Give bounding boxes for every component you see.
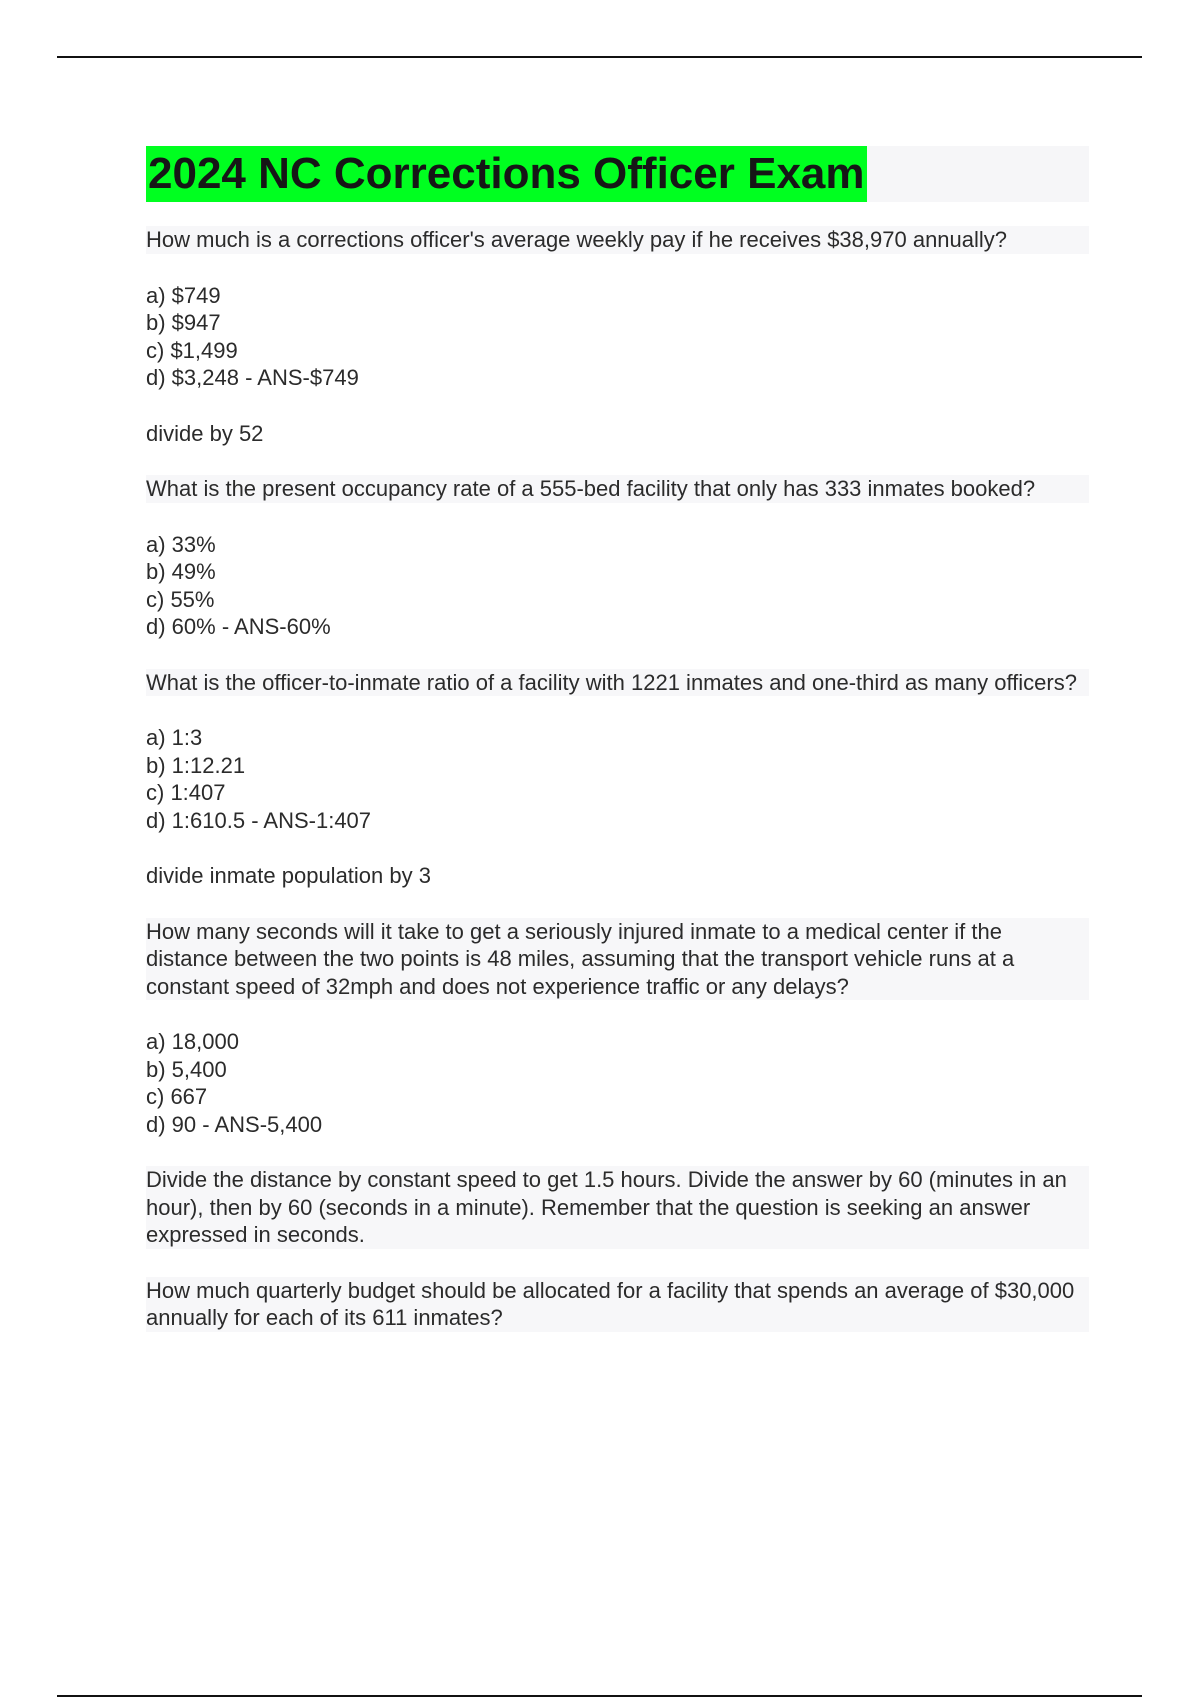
question-4-option-d: d) 90 - ANS-5,400 <box>146 1111 323 1137</box>
question-3-option-d-answer: d) 1:610.5 - ANS-1:407 <box>146 807 372 833</box>
question-2-option-b: b) 49% <box>146 559 216 584</box>
question-3-explanation: divide inmate population by 3 <box>146 863 431 888</box>
document-body <box>146 146 1089 1360</box>
question-1-options <box>146 282 1089 392</box>
question-3-text: What is the officer-to-inmate ratio of a facility with 1221 inmates and one-third as many officers? <box>146 669 1089 697</box>
question-1-explanation: divide by 52 <box>146 420 264 446</box>
question-1-option-c: c) $1,499 <box>146 337 238 363</box>
question-2-option-a: a) 33% <box>146 531 216 557</box>
footer-rule <box>57 1695 1142 1697</box>
question-3-options <box>146 724 1089 834</box>
question-4-explanation: Divide the distance by constant speed to get 1.5 hours. Divide the answer by 60 (minutes in an hour), then by 60 (seconds in a minute). Remember that the question is seeking an answer expressed in seconds. <box>146 1166 1089 1249</box>
question-4-option-a: a) 18,000 <box>146 1029 239 1054</box>
question-2-text: What is the present occupancy rate of a 555-bed facility that only has 333 inmates booked? <box>146 475 1089 503</box>
header-rule <box>57 56 1142 58</box>
question-4-option-b-answer: b) 5,400 <box>146 1056 227 1082</box>
question-3-option-c: c) 1:407 <box>146 780 226 805</box>
question-1-text: How much is a corrections officer's average weekly pay if he receives $38,970 annually? <box>146 226 1089 254</box>
question-5-text: How much quarterly budget should be allocated for a facility that spends an average of $30,000 annually for each of its 611 inmates? <box>146 1277 1089 1332</box>
question-3-option-a: a) 1:3 <box>146 725 203 750</box>
question-2-option-c: c) 55% <box>146 586 215 612</box>
question-1-option-b: b) $947 <box>146 310 221 335</box>
question-1-option-d-answer: d) $3,248 - ANS-$749 <box>146 365 359 390</box>
question-4-options <box>146 1028 1089 1138</box>
document-title: 2024 NC Corrections Officer Exam <box>146 146 867 202</box>
question-2-option-d-answer: d) 60% - ANS-60% <box>146 614 331 639</box>
question-4-option-c: c) 667 <box>146 1084 208 1109</box>
question-4-text: How many seconds will it take to get a seriously injured inmate to a medical center if the distance between the two points is 48 miles, assuming that the transport vehicle runs at a constant speed of 32mph and does not experience traffic or any delays? <box>146 918 1089 1001</box>
title-row <box>146 146 1089 202</box>
question-2-options <box>146 531 1089 641</box>
question-3-option-b: b) 1:12.21 <box>146 752 246 778</box>
question-1-option-a: a) $749 <box>146 282 221 308</box>
